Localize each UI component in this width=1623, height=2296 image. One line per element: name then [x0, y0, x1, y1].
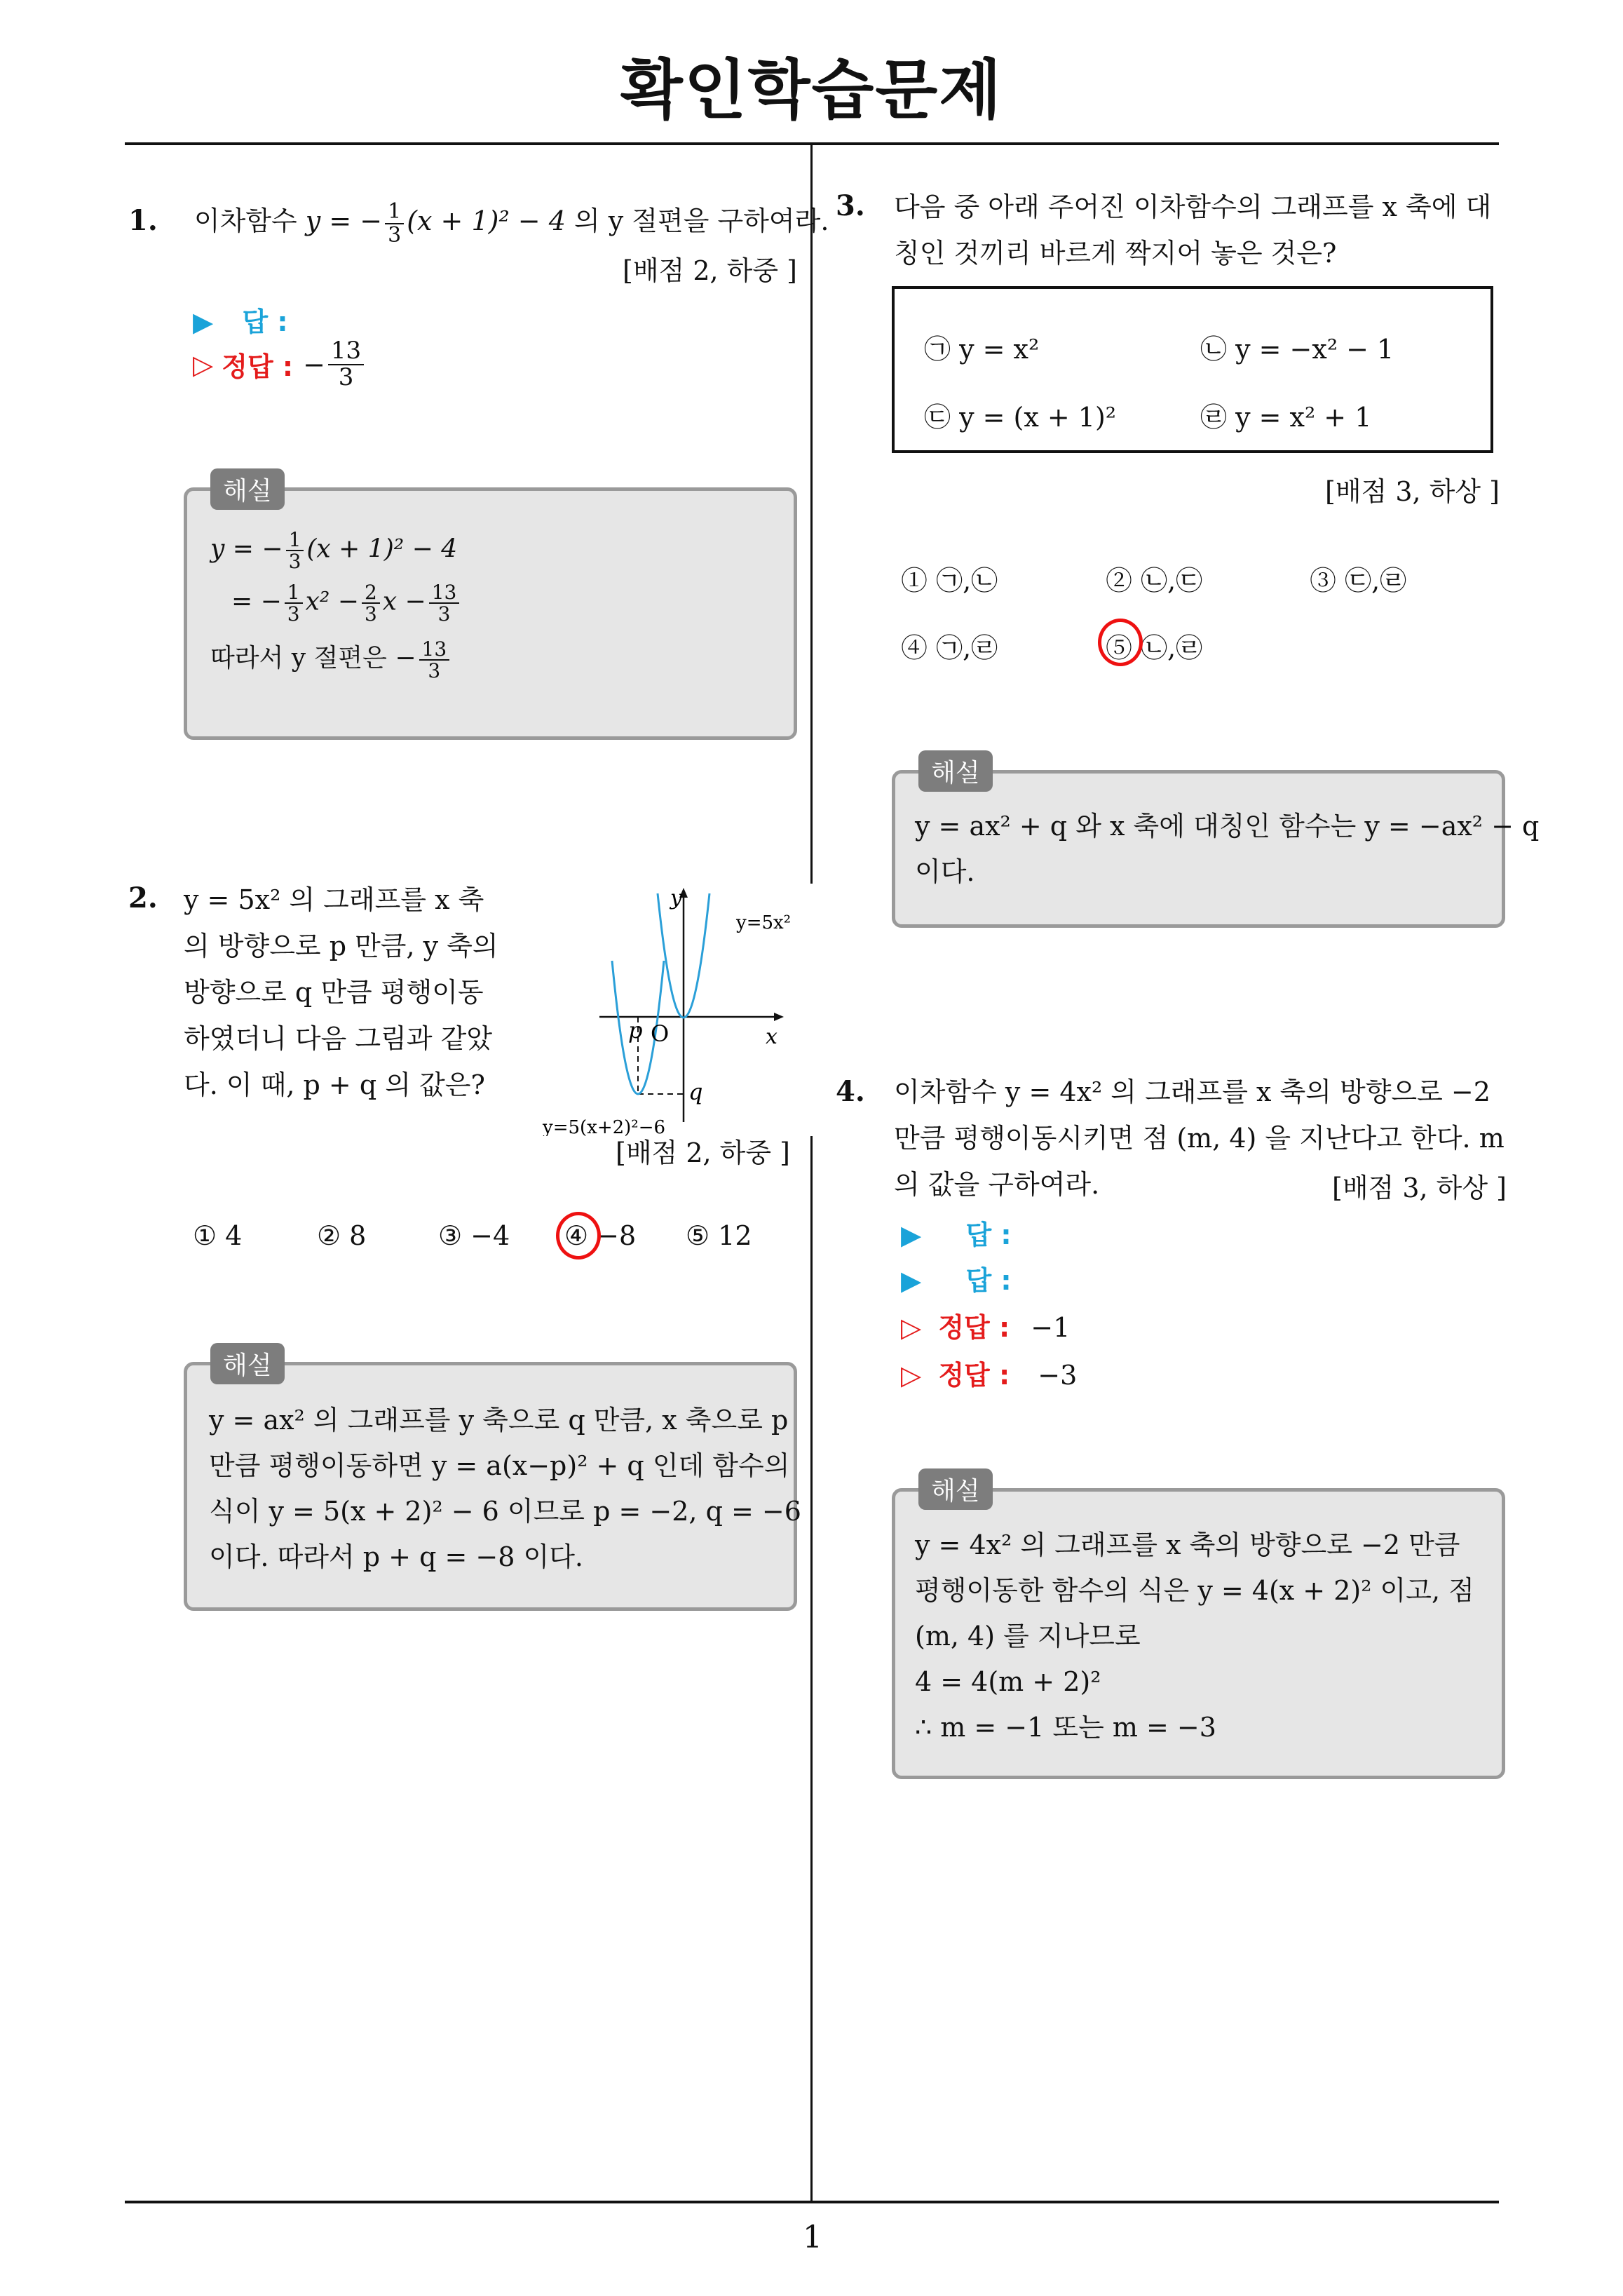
q1-stem [128, 198, 829, 246]
q4-explain-line-4: ∴ m = −1 또는 m = −3 [915, 1712, 1216, 1743]
q1-correct-row [193, 339, 367, 390]
q2-explain-line-2: 식이 y = 5(x + 2)² − 6 이므로 p = −2, q = −6 [209, 1496, 801, 1527]
q2-line-3: 하였더니 다음 그림과 같았 [184, 1023, 493, 1054]
answer-circle-mark [556, 1212, 601, 1260]
q2-line-1: 의 방향으로 p 만큼, y 축의 [184, 931, 498, 961]
q4-explanation-tag: 해설 [918, 1468, 993, 1510]
q3-line-0: 다음 중 아래 주어진 이차함수의 그래프를 x 축에 대 [894, 191, 1492, 222]
q2-explanation-tag: 해설 [210, 1343, 285, 1384]
outline-arrow-icon: ▷ [193, 349, 214, 380]
q3-choice-3[interactable]: ③ ㉢,㉣ [1310, 565, 1407, 596]
q3-explain-line-1: 이다. [915, 856, 975, 887]
q2-choice-4[interactable]: ④ −8 [564, 1220, 637, 1251]
q1-e2-frac3 [429, 582, 460, 625]
q4-explain-line-2: (m, 4) 를 지나므로 [915, 1621, 1141, 1652]
q3-line-1: 칭인 것끼리 바르게 짝지어 놓은 것은? [894, 238, 1337, 269]
q1-correct-fraction [328, 339, 364, 390]
q1-e1-num: 1 [286, 529, 304, 551]
q3-choice-4[interactable]: ④ ㉠,㉣ [901, 633, 998, 663]
q1-e3-num: 13 [419, 639, 450, 661]
q3-choice-5[interactable]: ⑤ ㉡,㉣ [1106, 633, 1203, 663]
label-x-axis: x [766, 1025, 777, 1049]
q3-choice-2[interactable]: ② ㉡,㉢ [1106, 565, 1203, 596]
q2-choice-3[interactable]: ③ −4 [438, 1220, 510, 1251]
q2-line-0: y = 5x² 의 그래프를 x 축 [184, 884, 484, 915]
q1-correct-sign: − [303, 349, 325, 380]
q3-choice-1[interactable]: ① ㉠,㉡ [901, 565, 998, 596]
q4-explain-line-3: 4 = 4(m + 2)² [915, 1666, 1101, 1697]
q1-post: 의 y 절편을 구하여라. [573, 205, 829, 236]
page-number: 1 [803, 2220, 822, 2255]
q2-line-4: 다. 이 때, p + q 의 값은? [184, 1069, 485, 1100]
q1-number: 1. [128, 204, 158, 237]
label-curve2: y=5(x+2)²−6 [543, 1117, 666, 1136]
q4-correct-label-2: 정답 : [938, 1360, 1010, 1391]
q4-line-2: 의 값을 구하여라. [894, 1169, 1100, 1200]
q2-explain-line-0: y = ax² 의 그래프를 y 축으로 q 만큼, x 축으로 p [209, 1405, 789, 1436]
q2-line-2: 방향으로 q 만큼 평행이동 [184, 977, 484, 1008]
label-q: q [688, 1079, 703, 1105]
q4-answer-label-2: 답 : [965, 1265, 1012, 1296]
q4-explain-line-1: 평행이동한 함수의 식은 y = 4(x + 2)² 이고, 점 [915, 1575, 1474, 1606]
q1-e1-frac [286, 529, 304, 572]
q2-explain-line-3: 이다. 따라서 p + q = −8 이다. [209, 1541, 584, 1572]
q1-e3-frac [419, 639, 450, 682]
q2-choice-5[interactable]: ⑤ 12 [686, 1220, 752, 1251]
q3-number: 3. [836, 189, 865, 222]
q1-e2c: x − [382, 587, 426, 616]
q4-score: [배점 3, 하상 ] [1332, 1173, 1507, 1203]
q1-explain-line1 [210, 529, 457, 572]
q2-number: 2. [128, 882, 158, 914]
q1-correct-label: 정답 : [222, 351, 294, 383]
q1-e2-num3: 13 [429, 582, 460, 604]
q2-choice-1[interactable]: ① 4 [193, 1220, 243, 1251]
q4-correct-label-1: 정답 : [938, 1312, 1010, 1343]
label-p: p [628, 1017, 643, 1044]
play-arrow-icon: ▶ [193, 306, 214, 337]
q1-answer-row [193, 300, 288, 339]
q3-item-b: ㉡ y = −x² − 1 [1200, 334, 1394, 365]
q3-item-d: ㉣ y = x² + 1 [1200, 402, 1372, 433]
bottom-rule [125, 2201, 1499, 2203]
play-arrow-icon: ▶ [901, 1265, 922, 1296]
q1-correct-num: 13 [328, 339, 364, 365]
q3-item-c: ㉢ y = (x + 1)² [924, 402, 1117, 433]
q4-answer-label-1: 답 : [965, 1220, 1012, 1250]
q1-expr-a: y = − [305, 205, 383, 236]
q1-e2-frac1 [285, 582, 303, 625]
q1-frac-den: 3 [388, 222, 402, 248]
q4-correct-row-1 [901, 1306, 1070, 1344]
q1-e1-den: 3 [288, 550, 301, 574]
label-origin: O [651, 1020, 670, 1047]
q3-explanation-tag: 해설 [918, 750, 993, 792]
q3-explain-line-0: y = ax² + q 와 x 축에 대칭인 함수는 y = −ax² − q [915, 811, 1540, 842]
q3-item-a: ㉠ y = x² [924, 334, 1040, 365]
outline-arrow-icon: ▷ [901, 1360, 922, 1391]
q2-explain-line-1: 만큼 평행이동하면 y = a(x−p)² + q 인데 함수의 [209, 1450, 790, 1481]
q4-number: 4. [836, 1075, 865, 1108]
q2-parabola-graph [533, 884, 813, 1136]
q4-answer-row-2 [901, 1259, 1012, 1297]
q1-explain-line3 [210, 638, 452, 681]
column-divider [810, 144, 813, 2202]
q1-expr-b: (x + 1)² − 4 [407, 205, 566, 236]
q4-correct-row-2 [901, 1353, 1077, 1392]
q4-answer-row-1 [901, 1213, 1012, 1252]
q1-e2-den1: 3 [287, 602, 300, 626]
q1-e2-den2: 3 [364, 602, 377, 626]
q1-pre: 이차함수 [193, 205, 297, 236]
q1-e3a: 따라서 y 절편은 − [210, 644, 416, 673]
answer-circle-mark [1098, 619, 1143, 666]
q1-e2b: x² − [305, 587, 359, 616]
q1-e2-num2: 2 [362, 582, 380, 604]
q1-e3-den: 3 [428, 659, 441, 682]
page-title: 확인학습문제 [620, 53, 1003, 128]
q1-score: [배점 2, 하중 ] [623, 255, 797, 286]
q1-frac-num: 1 [385, 201, 404, 224]
q4-line-1: 만큼 평행이동시키면 점 (m, 4) 을 지난다고 한다. m [894, 1123, 1505, 1154]
q1-e1a: y = − [210, 534, 283, 564]
q1-explanation-tag: 해설 [210, 468, 285, 510]
play-arrow-icon: ▶ [901, 1220, 922, 1250]
q1-explain-line2 [231, 582, 462, 625]
q2-score: [배점 2, 하중 ] [616, 1137, 790, 1168]
q1-fraction [385, 201, 404, 246]
q1-e2a: = − [231, 587, 282, 616]
q1-correct-den: 3 [338, 363, 354, 391]
q4-correct-value-1: −1 [1031, 1312, 1071, 1343]
outline-arrow-icon: ▷ [901, 1312, 922, 1343]
q1-e2-frac2 [362, 582, 380, 625]
q1-e2-num1: 1 [285, 582, 303, 604]
label-y-axis: y [670, 886, 682, 910]
label-curve1: y=5x² [736, 912, 792, 933]
q4-line-0: 이차함수 y = 4x² 의 그래프를 x 축의 방향으로 −2 [894, 1076, 1490, 1107]
q3-score: [배점 3, 하상 ] [1325, 476, 1500, 507]
q4-explain-line-0: y = 4x² 의 그래프를 x 축의 방향으로 −2 만큼 [915, 1529, 1460, 1560]
q1-answer-label: 답 : [242, 306, 288, 337]
q4-correct-value-2: −3 [1038, 1360, 1078, 1391]
q1-e1b: (x + 1)² − 4 [306, 534, 458, 564]
q1-e2-den3: 3 [437, 602, 451, 626]
q2-choice-2[interactable]: ② 8 [317, 1220, 367, 1251]
